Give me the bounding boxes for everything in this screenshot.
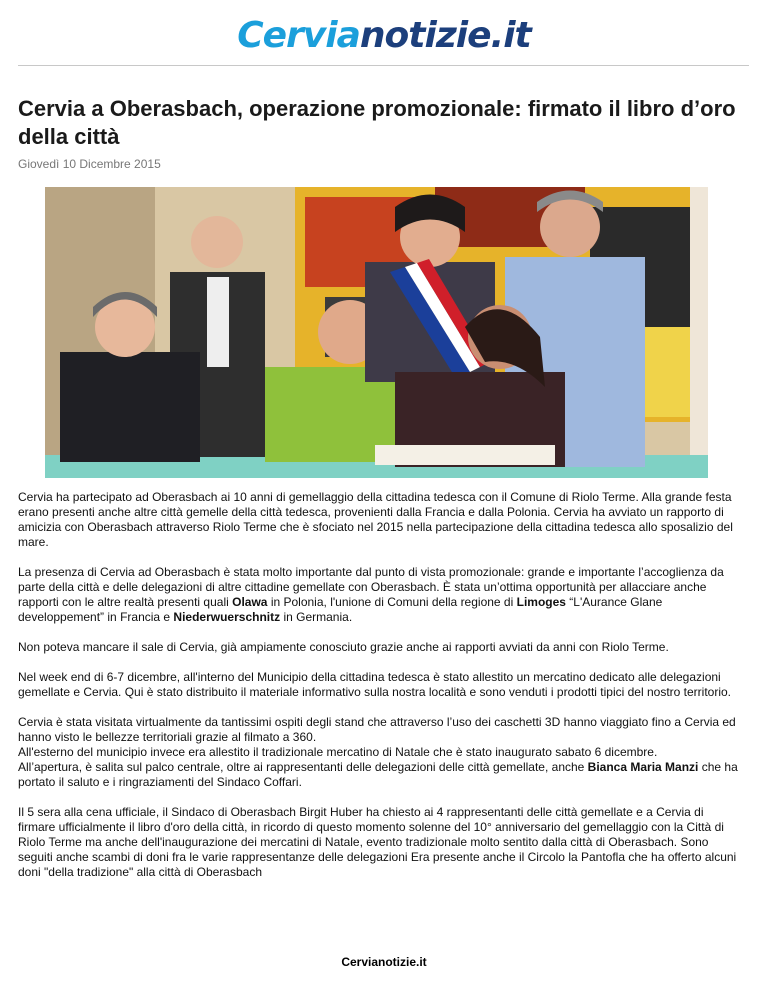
paragraph-4: Nel week end di 6-7 dicembre, all'interno del Municipio della cittadina tedesca è stato allestito un mercatino dedicato alle delegazioni gemellate e Cervia. Qui è stato distribuito il materiale informativo sulla nostra località e sono venduti i prodotti tipici del nostro territorio. (18, 670, 732, 699)
highlight-limoges: Limoges (516, 595, 566, 609)
paragraph-3: Non poteva mancare il sale di Cervia, già ampiamente conosciuto grazie anche ai rapporti avviati da anni con Riolo Terme. (18, 640, 669, 654)
paragraph-6: Il 5 sera alla cena ufficiale, il Sindaco di Oberasbach Birgit Huber ha chiesto ai 4 rappresentanti delle città gemellate e a Cervia di firmare ufficialmente il libro d'oro della città, in ricordo di questo momento solenne del 10° anniversario del gemellaggio con la Città di Riolo Terme ma anche dell'inaugurazione dei mercatini di Natale, evento tradizionale molto sentito dalla città di Oberasbach. Sono seguiti anche scambi di doni fra le varie rappresentanze delle delegazioni Era presente anche il Circolo la Pantofla che ha offerto alcuni doni "della tradizione" alla città di Oberasbach (18, 805, 737, 879)
header-divider (18, 65, 749, 66)
article-photo (45, 187, 708, 478)
highlight-manzi: Bianca Maria Manzi (587, 760, 699, 774)
logo-part-notizie: notizie.it (359, 15, 531, 56)
article-title: Cervia a Oberasbach, operazione promozionale: firmato il libro d’oro della città (18, 96, 736, 149)
logo-part-cervia: Cervia (237, 15, 360, 56)
paragraph-1: Cervia ha partecipato ad Oberasbach ai 10 anni di gemellaggio della cittadina tedesca con il Comune di Riolo Terme. Alla grande festa erano presenti anche altre città gemelle della città tedesca, provenienti dalla Francia e dalla Polonia. Cervia ha avviato un rapporto di amicizia con Oberasbach attraverso Riolo Terme che è sfociato nel 2015 nella partecipazione della cittadina tedesca allo sposalizio del mare. (18, 490, 733, 549)
article-body (18, 490, 742, 895)
article-date: Giovedì 10 Dicembre 2015 (18, 157, 161, 171)
highlight-olawa: Olawa (232, 595, 268, 609)
paragraph-5: Cervia è stata visitata virtualmente da tantissimi ospiti degli stand che attraverso l’uso dei caschetti 3D hanno viaggiato fino a Cervia ed hanno visto le bellezze territoriali grazie al filmato a 360. All'esterno del municipio invece era allestito il tradizionale mercatino di Natale che è stato inaugurato sabato 6 dicembre. All’apertura, è salita sul palco centrale, oltre ai rappresentanti delle delegazioni delle città gemellate, anche Bianca Maria Manzi che ha portato il saluto e i ringraziamenti del Sindaco Coffari. (18, 715, 738, 789)
site-logo[interactable] (0, 14, 768, 58)
page-footer: Cervianotizie.it (341, 955, 427, 969)
highlight-niederwuerschnitz: Niederwuerschnitz (173, 610, 281, 624)
paragraph-2: La presenza di Cervia ad Oberasbach è stata molto importante dal punto di vista promozionale: grande e importante l’accoglienza da parte della città e delle delegazioni di altre cittadine gemellate con Oberasbach. È stata un’ottima opportunità per allacciare anche rapporti con le altre realtà presenti quali Olawa in Polonia, l'unione di Comuni della regione di Limoges “L'Aurance Glane developpement” in Francia e Niederwuerschnitz in Germania. (18, 565, 724, 624)
site-header (0, 0, 768, 64)
